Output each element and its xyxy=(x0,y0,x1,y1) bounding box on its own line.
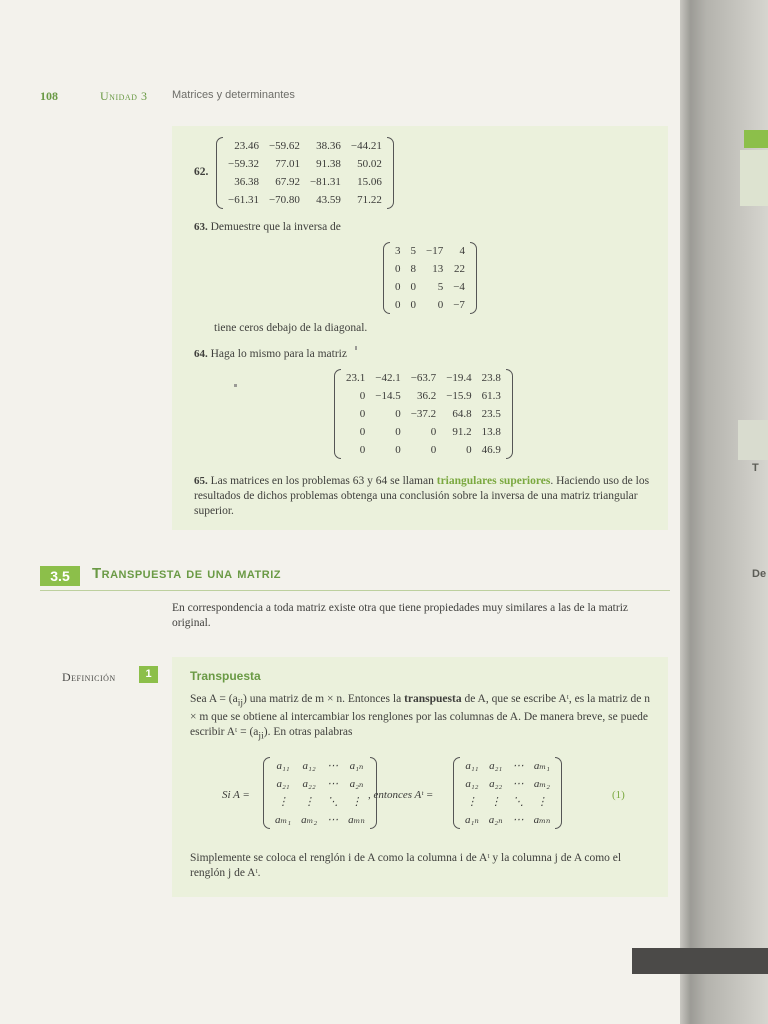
matrix-cell: aₘ₂ xyxy=(533,778,550,790)
definition-closing: Simplemente se coloca el renglón i de A como la columna i de Aᵗ y la columna j de A como el renglón j de Aᵗ. xyxy=(190,852,622,879)
matrix-cell: −17 xyxy=(426,245,444,257)
matrix-cell: 38.36 xyxy=(316,140,341,152)
equation-number: (1) xyxy=(612,789,625,801)
matrix-cell: 36.38 xyxy=(234,176,259,188)
def-text-c-sub: ji xyxy=(258,730,264,742)
section-number-badge: 3.5 xyxy=(40,566,80,586)
matrix-cell: 13.8 xyxy=(481,426,501,438)
facing-page-heading-t: T xyxy=(752,462,759,474)
matrix-cell: 23.1 xyxy=(346,372,366,384)
section-title: Transpuesta de una matriz xyxy=(92,565,281,582)
si-label: Si A = xyxy=(222,789,250,801)
matrix-cell: 43.59 xyxy=(316,194,341,206)
matrix-cell: −19.4 xyxy=(446,372,472,384)
matrix-cell: ⋯ xyxy=(512,814,524,826)
matrix-cell: 0 xyxy=(395,444,401,456)
matrix-cell: 67.92 xyxy=(275,176,300,188)
matrix-cell: −37.2 xyxy=(410,408,437,420)
matrix-row xyxy=(270,811,370,829)
matrix-cell: a₂₂ xyxy=(489,778,503,790)
matrix-row xyxy=(460,775,555,793)
matrix-62 xyxy=(216,137,394,209)
entonces-label: , entonces Aᵗ = xyxy=(368,789,434,801)
matrix-cell: 71.22 xyxy=(357,194,382,206)
matrix-cell: 0 xyxy=(430,444,437,456)
problem-65-text-a: Las matrices en los problemas 63 y 64 se llaman xyxy=(210,475,437,487)
matrix-cell: ⋮ xyxy=(536,796,548,808)
problem-63-conclusion: tiene ceros debajo de la diagonal. xyxy=(214,322,368,334)
facing-page-heading-de: De xyxy=(752,568,767,580)
matrix-cell: 0 xyxy=(410,299,416,311)
matrix-cell: −70.80 xyxy=(268,194,300,206)
matrix-row xyxy=(460,757,555,775)
problem-65-text xyxy=(194,474,656,519)
matrix-cell: a₁₁ xyxy=(276,760,290,772)
matrix-row xyxy=(223,173,387,191)
left-bracket xyxy=(334,369,341,459)
matrix-cell: 5 xyxy=(437,281,444,293)
matrix-row xyxy=(341,405,506,423)
problem-65-number: 65. xyxy=(194,475,208,487)
matrix-cell: 0 xyxy=(395,426,401,438)
matrix-cell: a₂₂ xyxy=(302,778,316,790)
matrix-63 xyxy=(383,242,477,314)
matrix-cell: ⋮ xyxy=(303,796,315,808)
problem-63-number: 63. xyxy=(194,221,208,233)
matrix-cell: 50.02 xyxy=(357,158,382,170)
matrix-row xyxy=(270,775,370,793)
problem-65-text-b: . Haciendo uso de los resultados de dichos problemas obtenga una conclusión sobre la inversa de una matriz triangular superior. xyxy=(194,475,650,517)
matrix-cell: −63.7 xyxy=(410,372,437,384)
problem-63-text xyxy=(194,220,341,235)
definition-text xyxy=(190,692,658,744)
matrix-row xyxy=(223,155,387,173)
matrix-cell: 64.8 xyxy=(452,408,472,420)
problem-64-text xyxy=(194,347,347,362)
matrix-cell: ⋯ xyxy=(327,814,339,826)
matrix-cell: a₂₁ xyxy=(276,778,290,790)
matrix-row xyxy=(390,242,470,260)
matrix-cell: ⋮ xyxy=(351,796,363,808)
unit-label: Unidad 3 xyxy=(100,89,148,103)
right-bracket xyxy=(387,137,394,209)
matrix-cell: 0 xyxy=(395,263,401,275)
matrix-cell: 0 xyxy=(359,426,366,438)
matrix-cell: ⋮ xyxy=(490,796,502,808)
matrix-cell: 4 xyxy=(459,245,465,257)
section-rule xyxy=(40,590,670,591)
section-intro: En correspondencia a toda matriz existe otra que tiene propiedades muy similares a las de la matriz original. xyxy=(172,602,628,629)
matrix-row xyxy=(460,793,555,811)
matrix-cell: aₘ₁ xyxy=(533,760,550,772)
matrix-cell: 61.3 xyxy=(481,390,501,402)
matrix-cell: 0 xyxy=(437,299,444,311)
matrix-cell: 5 xyxy=(410,245,416,257)
matrix-row xyxy=(390,278,470,296)
matrix-row xyxy=(341,387,506,405)
matrix-cell: −61.31 xyxy=(228,194,259,206)
matrix-cell: 0 xyxy=(359,408,366,420)
matrix-cell: 15.06 xyxy=(357,176,382,188)
matrix-row xyxy=(341,423,506,441)
matrix-cell: 36.2 xyxy=(416,390,437,402)
matrix-cell: a₂ₙ xyxy=(349,778,364,790)
matrix-row xyxy=(270,757,370,775)
matrix-cell: a₁₁ xyxy=(465,760,479,772)
matrix-cell: a₁₂ xyxy=(302,760,316,772)
matrix-cell: aₘₙ xyxy=(348,814,365,826)
matrix-cell: ⋮ xyxy=(277,796,289,808)
def-text-c: de A, que se escribe Aᵗ, es la matriz de n × m que se obtiene al intercambiar los renglones por las columnas de A. De manera breve, se puede escribir Aᵗ = (a xyxy=(190,693,650,739)
matrix-cell: a₁ₙ xyxy=(465,814,479,826)
matrix-cell: ⋯ xyxy=(512,778,524,790)
matrix-cell: aₘₙ xyxy=(533,814,551,826)
left-bracket xyxy=(216,137,223,209)
definition-label: Definición xyxy=(62,670,116,684)
facing-page-green-tab xyxy=(744,130,768,148)
right-bracket xyxy=(506,369,513,459)
matrix-cell: aₘ₁ xyxy=(275,814,292,826)
right-bracket xyxy=(555,757,562,829)
term-triangulares-superiores: triangulares superiores xyxy=(436,475,551,487)
matrix-cell: 3 xyxy=(395,245,401,257)
matrix-cell: a₂₁ xyxy=(489,760,503,772)
matrix-cell: −81.31 xyxy=(309,176,341,188)
matrix-cell: 46.9 xyxy=(481,444,501,456)
matrix-row xyxy=(460,811,555,829)
left-bracket xyxy=(263,757,270,829)
scan-speck xyxy=(355,346,357,350)
running-header xyxy=(40,89,295,104)
facing-page-panel-2 xyxy=(738,420,768,460)
matrix-cell: 22 xyxy=(453,263,465,275)
matrix-cell: −4 xyxy=(453,281,465,293)
matrix-cell: 91.2 xyxy=(452,426,472,438)
term-transpuesta: transpuesta xyxy=(404,693,462,705)
definition-number-badge: 1 xyxy=(139,666,158,683)
matrix-cell: ⋱ xyxy=(512,796,524,808)
matrix-cell: aₘ₂ xyxy=(301,814,318,826)
left-bracket xyxy=(383,242,390,314)
matrix-cell: −42.1 xyxy=(375,372,401,384)
matrix-cell: 0 xyxy=(430,426,437,438)
matrix-row xyxy=(270,793,370,811)
matrix-row xyxy=(390,296,470,314)
problem-63-prompt: Demuestre que la inversa de xyxy=(210,221,341,233)
page-number: 108 xyxy=(40,89,58,103)
matrix-64 xyxy=(334,369,513,459)
matrix-cell: 0 xyxy=(359,390,366,402)
matrix-cell: −15.9 xyxy=(446,390,472,402)
matrix-cell: ⋯ xyxy=(512,760,524,772)
matrix-cell: a₁ₙ xyxy=(349,760,364,772)
matrix-cell: 77.01 xyxy=(275,158,300,170)
matrix-cell: −59.32 xyxy=(228,158,259,170)
problem-64-number: 64. xyxy=(194,348,208,360)
problem-64-prompt: Haga lo mismo para la matriz xyxy=(210,348,347,360)
matrix-cell: 23.8 xyxy=(481,372,501,384)
matrix-cell: 0 xyxy=(395,281,401,293)
matrix-row xyxy=(223,137,387,155)
problem-62-number: 62. xyxy=(194,166,209,178)
def-text-a: Sea A = (a xyxy=(190,693,238,705)
def-text-a-sub: ij xyxy=(237,697,244,709)
def-text-d: ). En otras palabras xyxy=(263,726,353,739)
left-bracket xyxy=(453,757,460,829)
matrix-cell: 91.38 xyxy=(316,158,341,170)
matrix-cell: −7 xyxy=(453,299,465,311)
matrix-cell: 23.46 xyxy=(234,140,259,152)
matrix-cell: −14.5 xyxy=(375,390,401,402)
matrix-cell: 0 xyxy=(395,408,401,420)
matrix-cell: ⋯ xyxy=(327,760,339,772)
matrix-cell: 0 xyxy=(359,444,366,456)
matrix-cell: ⋱ xyxy=(327,796,339,808)
matrix-row xyxy=(390,260,470,278)
matrix-row xyxy=(223,191,387,209)
matrix-cell: 0 xyxy=(395,299,401,311)
matrix-cell: 23.5 xyxy=(481,408,501,420)
matrix-cell: 0 xyxy=(466,444,472,456)
definition-title: Transpuesta xyxy=(190,669,261,683)
right-bracket xyxy=(470,242,477,314)
matrix-cell: a₂ₙ xyxy=(488,814,503,826)
matrix-cell: 0 xyxy=(410,281,416,293)
unit-title: Matrices y determinantes xyxy=(172,89,295,101)
matrix-cell: ⋯ xyxy=(327,778,339,790)
matrix-cell: 8 xyxy=(410,263,416,275)
scan-speck xyxy=(234,384,237,387)
matrix-cell: a₁₂ xyxy=(465,778,479,790)
matrix-cell: −44.21 xyxy=(350,140,382,152)
matrix-row xyxy=(341,369,506,387)
matrix-cell: ⋮ xyxy=(466,796,478,808)
matrix-cell: 13 xyxy=(432,263,444,275)
matrix-A-transpose xyxy=(453,757,562,829)
facing-page-panel xyxy=(740,150,768,206)
scan-bottom-shadow xyxy=(632,948,768,974)
matrix-cell: −59.62 xyxy=(268,140,300,152)
def-text-b: ) una matriz de m × n. Entonces la xyxy=(243,693,405,705)
matrix-row xyxy=(341,441,506,459)
matrix-A xyxy=(263,757,377,829)
